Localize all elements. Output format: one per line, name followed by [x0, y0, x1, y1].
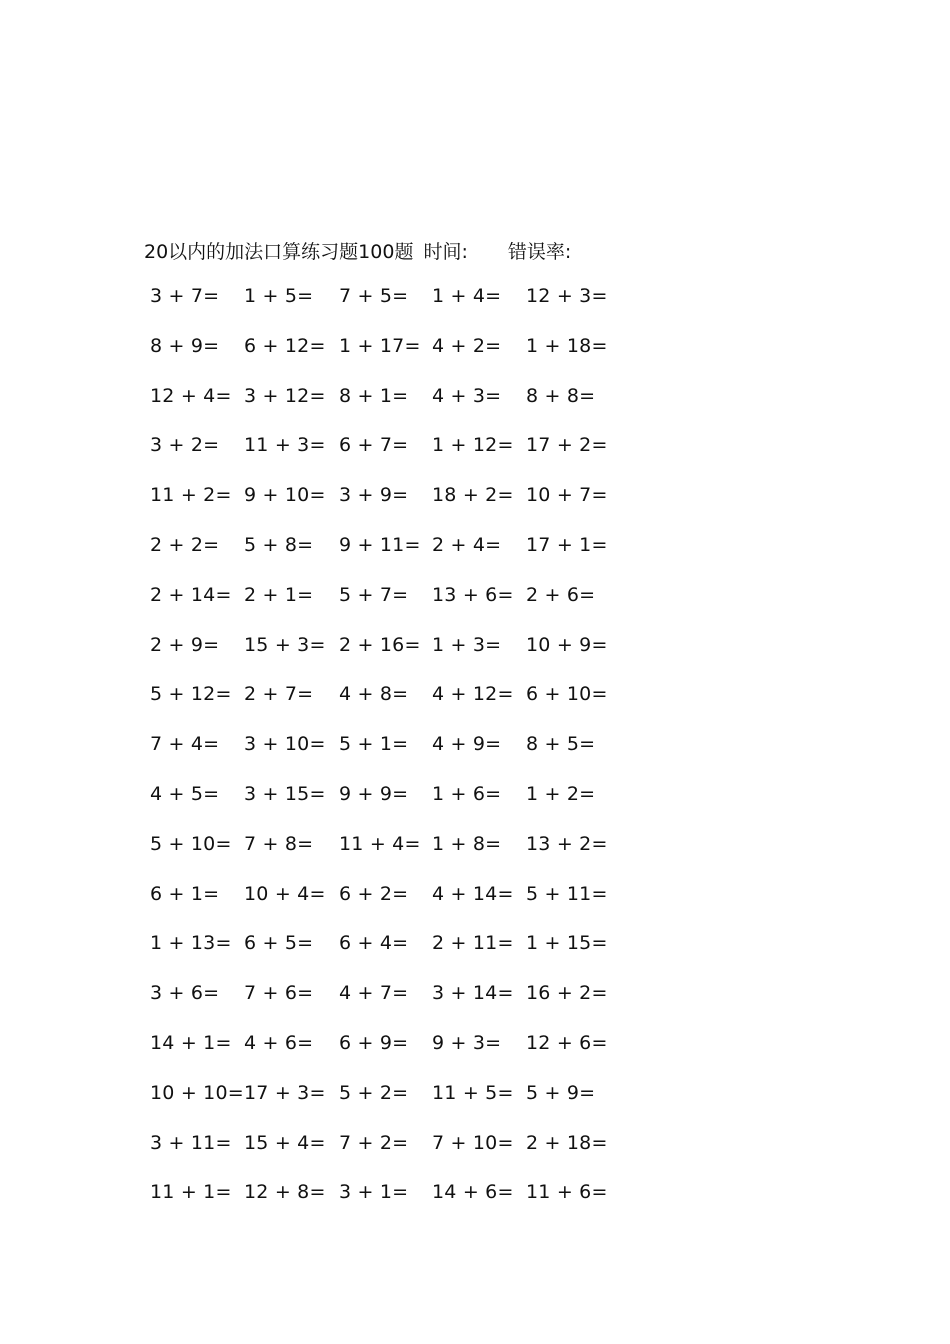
problem-cell: 1 + 18=: [526, 334, 608, 357]
problem-cell: 6 + 4=: [339, 932, 409, 955]
problem-cell: 10 + 9=: [526, 633, 608, 656]
problem-row: [140, 634, 630, 684]
problem-row: [140, 1132, 630, 1182]
problem-row: [140, 833, 630, 883]
problem-cell: 1 + 6=: [432, 782, 502, 805]
problem-cell: 16 + 2=: [526, 982, 608, 1005]
problem-cell: 8 + 8=: [526, 384, 596, 407]
problem-cell: 7 + 5=: [339, 285, 409, 307]
problem-cell: 10 + 7=: [526, 484, 608, 507]
problem-cell: 1 + 13=: [150, 932, 232, 955]
problem-cell: 5 + 11=: [526, 882, 608, 905]
problem-cell: 7 + 8=: [244, 832, 314, 855]
problem-cell: 3 + 9=: [339, 484, 409, 507]
problem-cell: 5 + 12=: [150, 683, 232, 706]
problem-cell: 11 + 4=: [339, 832, 421, 855]
problem-cell: 10 + 4=: [244, 882, 326, 905]
problem-cell: 1 + 3=: [432, 633, 502, 656]
problem-cell: 9 + 9=: [339, 782, 409, 805]
problem-cell: 1 + 17=: [339, 334, 421, 357]
problem-grid: [140, 285, 630, 1231]
problem-cell: 14 + 1=: [150, 1031, 232, 1054]
problem-cell: 17 + 2=: [526, 434, 608, 457]
problem-cell: 9 + 11=: [339, 533, 421, 556]
problem-cell: 17 + 3=: [244, 1081, 326, 1104]
problem-row: [140, 534, 630, 584]
problem-cell: 13 + 2=: [526, 832, 608, 855]
problem-cell: 4 + 8=: [339, 683, 409, 706]
problem-row: [140, 1181, 630, 1231]
problem-cell: 3 + 11=: [150, 1131, 232, 1154]
problem-row: [140, 434, 630, 484]
problem-cell: 4 + 5=: [150, 782, 220, 805]
problem-cell: 4 + 7=: [339, 982, 409, 1005]
problem-cell: 5 + 7=: [339, 583, 409, 606]
problem-cell: 12 + 6=: [526, 1031, 608, 1054]
problem-cell: 5 + 9=: [526, 1081, 596, 1104]
problem-cell: 2 + 6=: [526, 583, 596, 606]
problem-cell: 9 + 10=: [244, 484, 326, 507]
problem-cell: 2 + 14=: [150, 583, 232, 606]
problem-cell: 2 + 9=: [150, 633, 220, 656]
problem-cell: 7 + 10=: [432, 1131, 514, 1154]
problem-cell: 4 + 3=: [432, 384, 502, 407]
problem-cell: 4 + 12=: [432, 683, 514, 706]
time-label: 时间:: [423, 240, 468, 263]
problem-cell: 1 + 12=: [432, 434, 514, 457]
problem-cell: 1 + 15=: [526, 932, 608, 955]
problem-cell: 2 + 18=: [526, 1131, 608, 1154]
problem-cell: 15 + 3=: [244, 633, 326, 656]
problem-row: [140, 584, 630, 634]
problem-cell: 18 + 2=: [432, 484, 514, 507]
problem-cell: 11 + 1=: [150, 1181, 232, 1204]
problem-cell: 5 + 2=: [339, 1081, 409, 1104]
error-rate-label: 错误率:: [507, 240, 572, 263]
problem-cell: 8 + 9=: [150, 334, 220, 357]
problem-cell: 11 + 2=: [150, 484, 232, 507]
problem-cell: 4 + 2=: [432, 334, 502, 357]
problem-cell: 11 + 3=: [244, 434, 326, 457]
problem-cell: 11 + 6=: [526, 1181, 608, 1204]
problem-row: [140, 1032, 630, 1082]
problem-cell: 15 + 4=: [244, 1131, 326, 1154]
worksheet-header: [144, 236, 571, 264]
problem-row: [140, 783, 630, 833]
problem-cell: 7 + 6=: [244, 982, 314, 1005]
problem-cell: 1 + 8=: [432, 832, 502, 855]
problem-cell: 3 + 14=: [432, 982, 514, 1005]
problem-cell: 6 + 12=: [244, 334, 326, 357]
problem-row: [140, 683, 630, 733]
problem-cell: 12 + 8=: [244, 1181, 326, 1204]
problem-cell: 6 + 9=: [339, 1031, 409, 1054]
problem-cell: 3 + 2=: [150, 434, 220, 457]
problem-cell: 5 + 10=: [150, 832, 232, 855]
problem-row: [140, 285, 630, 335]
problem-row: [140, 932, 630, 982]
problem-cell: 1 + 2=: [526, 782, 596, 805]
problem-row: [140, 883, 630, 933]
problem-cell: 2 + 16=: [339, 633, 421, 656]
problem-cell: 2 + 4=: [432, 533, 502, 556]
problem-cell: 13 + 6=: [432, 583, 514, 606]
problem-cell: 6 + 2=: [339, 882, 409, 905]
problem-cell: 2 + 11=: [432, 932, 514, 955]
problem-row: [140, 484, 630, 534]
problem-cell: 6 + 1=: [150, 882, 220, 905]
problem-cell: 7 + 2=: [339, 1131, 409, 1154]
worksheet-title: 20以内的加法口算练习题100题: [144, 240, 414, 263]
problem-cell: 5 + 8=: [244, 533, 314, 556]
problem-cell: 1 + 4=: [432, 285, 502, 307]
problem-cell: 10 + 10=: [150, 1081, 244, 1104]
problem-cell: 17 + 1=: [526, 533, 608, 556]
problem-cell: 3 + 7=: [150, 285, 220, 307]
problem-cell: 12 + 3=: [526, 285, 608, 307]
problem-cell: 6 + 10=: [526, 683, 608, 706]
problem-cell: 8 + 1=: [339, 384, 409, 407]
problem-row: [140, 335, 630, 385]
problem-cell: 3 + 10=: [244, 733, 326, 756]
problem-cell: 2 + 1=: [244, 583, 314, 606]
problem-cell: 4 + 9=: [432, 733, 502, 756]
problem-cell: 11 + 5=: [432, 1081, 514, 1104]
problem-cell: 6 + 5=: [244, 932, 314, 955]
problem-cell: 3 + 12=: [244, 384, 326, 407]
problem-cell: 5 + 1=: [339, 733, 409, 756]
problem-cell: 12 + 4=: [150, 384, 232, 407]
problem-cell: 2 + 2=: [150, 533, 220, 556]
problem-row: [140, 733, 630, 783]
problem-cell: 3 + 15=: [244, 782, 326, 805]
problem-cell: 9 + 3=: [432, 1031, 502, 1054]
problem-cell: 4 + 14=: [432, 882, 514, 905]
problem-row: [140, 982, 630, 1032]
problem-cell: 14 + 6=: [432, 1181, 514, 1204]
problem-row: [140, 385, 630, 435]
problem-cell: 7 + 4=: [150, 733, 220, 756]
problem-cell: 8 + 5=: [526, 733, 596, 756]
problem-cell: 2 + 7=: [244, 683, 314, 706]
problem-row: [140, 1082, 630, 1132]
problem-cell: 4 + 6=: [244, 1031, 314, 1054]
problem-cell: 3 + 6=: [150, 982, 220, 1005]
problem-cell: 3 + 1=: [339, 1181, 409, 1204]
problem-cell: 6 + 7=: [339, 434, 409, 457]
problem-cell: 1 + 5=: [244, 285, 314, 307]
